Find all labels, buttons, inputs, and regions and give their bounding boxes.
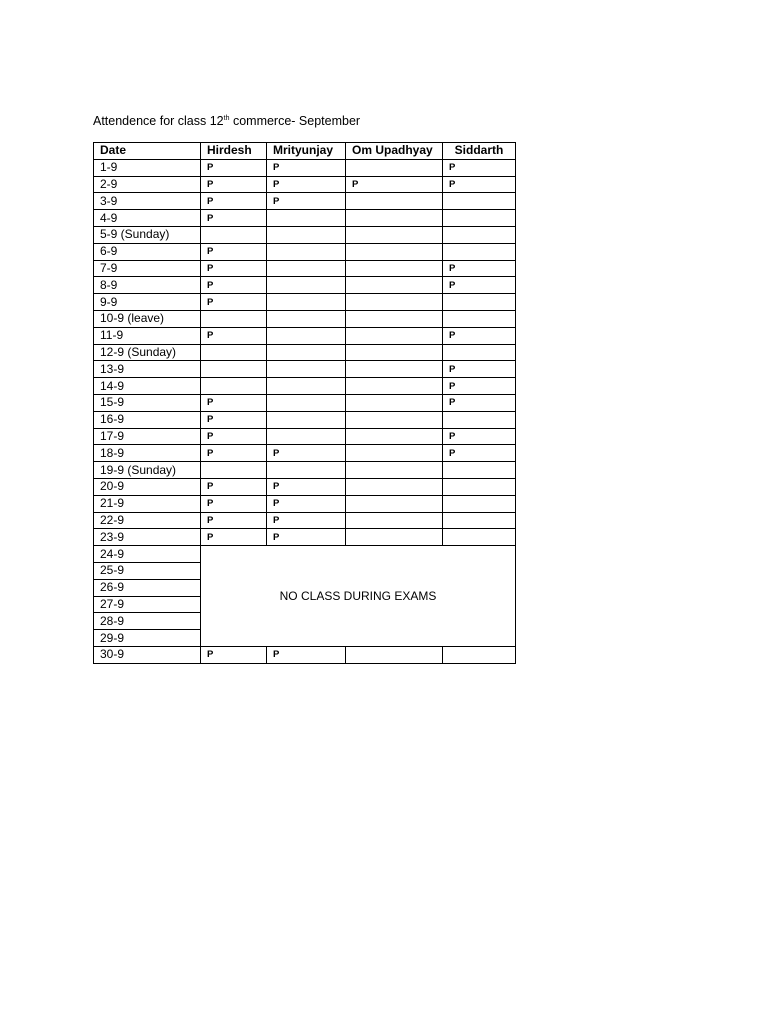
title-suffix: commerce- September [229, 114, 361, 128]
cell-hirdesh: P [201, 495, 267, 512]
cell-date: 28-9 [94, 613, 201, 630]
cell-date: 17-9 [94, 428, 201, 445]
cell-date: 14-9 [94, 378, 201, 395]
cell-om-upadhyay [346, 159, 443, 176]
table-row [94, 646, 516, 663]
cell-siddarth [443, 193, 516, 210]
cell-date: 7-9 [94, 260, 201, 277]
cell-hirdesh: P [201, 394, 267, 411]
cell-hirdesh [201, 310, 267, 327]
table-row [94, 411, 516, 428]
table-row [94, 428, 516, 445]
cell-date: 21-9 [94, 495, 201, 512]
table-row [94, 361, 516, 378]
table-row [94, 294, 516, 311]
cell-om-upadhyay [346, 394, 443, 411]
attendance-body [94, 159, 516, 663]
cell-om-upadhyay [346, 243, 443, 260]
cell-hirdesh: P [201, 243, 267, 260]
cell-mrityunjay: P [267, 193, 346, 210]
cell-siddarth [443, 411, 516, 428]
cell-date: 10-9 (leave) [94, 310, 201, 327]
cell-date: 11-9 [94, 327, 201, 344]
cell-siddarth [443, 529, 516, 546]
cell-om-upadhyay [346, 428, 443, 445]
cell-om-upadhyay [346, 294, 443, 311]
cell-hirdesh: P [201, 260, 267, 277]
cell-mrityunjay [267, 310, 346, 327]
cell-hirdesh: P [201, 193, 267, 210]
cell-mrityunjay: P [267, 512, 346, 529]
table-row [94, 546, 516, 563]
cell-date: 24-9 [94, 546, 201, 563]
cell-mrityunjay [267, 344, 346, 361]
table-row [94, 159, 516, 176]
table-row [94, 462, 516, 479]
cell-hirdesh: P [201, 428, 267, 445]
cell-siddarth [443, 243, 516, 260]
cell-hirdesh: P [201, 176, 267, 193]
cell-date: 20-9 [94, 478, 201, 495]
cell-mrityunjay [267, 226, 346, 243]
cell-mrityunjay: P [267, 159, 346, 176]
cell-date: 12-9 (Sunday) [94, 344, 201, 361]
cell-om-upadhyay [346, 462, 443, 479]
cell-mrityunjay [267, 327, 346, 344]
table-row [94, 445, 516, 462]
cell-siddarth: P [443, 327, 516, 344]
cell-siddarth: P [443, 394, 516, 411]
cell-om-upadhyay [346, 646, 443, 663]
cell-date: 29-9 [94, 630, 201, 647]
cell-siddarth: P [443, 428, 516, 445]
cell-om-upadhyay [346, 378, 443, 395]
cell-hirdesh: P [201, 277, 267, 294]
cell-siddarth: P [443, 260, 516, 277]
cell-om-upadhyay [346, 529, 443, 546]
cell-mrityunjay [267, 210, 346, 227]
cell-siddarth [443, 512, 516, 529]
header-row [94, 143, 516, 160]
cell-siddarth [443, 210, 516, 227]
cell-om-upadhyay: P [346, 176, 443, 193]
cell-date: 6-9 [94, 243, 201, 260]
cell-siddarth [443, 310, 516, 327]
cell-mrityunjay [267, 428, 346, 445]
cell-hirdesh: P [201, 327, 267, 344]
cell-hirdesh [201, 344, 267, 361]
cell-om-upadhyay [346, 478, 443, 495]
cell-siddarth [443, 495, 516, 512]
cell-hirdesh: P [201, 646, 267, 663]
cell-hirdesh [201, 462, 267, 479]
table-row [94, 344, 516, 361]
cell-mrityunjay [267, 260, 346, 277]
cell-hirdesh: P [201, 512, 267, 529]
cell-mrityunjay [267, 277, 346, 294]
cell-date: 16-9 [94, 411, 201, 428]
cell-om-upadhyay [346, 327, 443, 344]
cell-om-upadhyay [346, 277, 443, 294]
cell-date: 1-9 [94, 159, 201, 176]
cell-siddarth: P [443, 445, 516, 462]
table-row [94, 529, 516, 546]
cell-mrityunjay: P [267, 478, 346, 495]
cell-date: 30-9 [94, 646, 201, 663]
cell-om-upadhyay [346, 260, 443, 277]
cell-date: 9-9 [94, 294, 201, 311]
cell-date: 25-9 [94, 562, 201, 579]
cell-date: 13-9 [94, 361, 201, 378]
table-row [94, 243, 516, 260]
cell-siddarth [443, 294, 516, 311]
cell-mrityunjay [267, 243, 346, 260]
cell-om-upadhyay [346, 310, 443, 327]
table-row [94, 210, 516, 227]
cell-om-upadhyay [346, 193, 443, 210]
cell-mrityunjay: P [267, 176, 346, 193]
cell-hirdesh: P [201, 294, 267, 311]
cell-om-upadhyay [346, 411, 443, 428]
cell-date: 19-9 (Sunday) [94, 462, 201, 479]
table-row [94, 260, 516, 277]
document-title [93, 114, 360, 128]
table-row [94, 226, 516, 243]
cell-date: 15-9 [94, 394, 201, 411]
cell-siddarth: P [443, 361, 516, 378]
title-superscript: th [223, 114, 230, 122]
cell-siddarth [443, 226, 516, 243]
cell-mrityunjay [267, 462, 346, 479]
attendance-table [93, 142, 516, 664]
cell-hirdesh: P [201, 411, 267, 428]
cell-hirdesh: P [201, 210, 267, 227]
cell-date: 26-9 [94, 579, 201, 596]
cell-date: 22-9 [94, 512, 201, 529]
cell-hirdesh: P [201, 159, 267, 176]
cell-siddarth [443, 344, 516, 361]
cell-hirdesh: P [201, 445, 267, 462]
cell-om-upadhyay [346, 210, 443, 227]
header-om-upadhyay: Om Upadhyay [346, 143, 443, 160]
cell-hirdesh: P [201, 529, 267, 546]
exam-note: NO CLASS DURING EXAMS [201, 546, 516, 647]
table-row [94, 176, 516, 193]
cell-mrityunjay [267, 294, 346, 311]
cell-date: 18-9 [94, 445, 201, 462]
cell-mrityunjay [267, 411, 346, 428]
table-row [94, 310, 516, 327]
cell-mrityunjay: P [267, 495, 346, 512]
table-row [94, 512, 516, 529]
cell-mrityunjay: P [267, 445, 346, 462]
cell-date: 4-9 [94, 210, 201, 227]
cell-siddarth [443, 646, 516, 663]
cell-mrityunjay: P [267, 529, 346, 546]
cell-siddarth [443, 478, 516, 495]
header-hirdesh: Hirdesh [201, 143, 267, 160]
table-row [94, 495, 516, 512]
header-date: Date [94, 143, 201, 160]
table-row [94, 193, 516, 210]
cell-mrityunjay [267, 378, 346, 395]
header-siddarth: Siddarth [443, 143, 516, 160]
cell-siddarth: P [443, 159, 516, 176]
cell-siddarth: P [443, 277, 516, 294]
cell-hirdesh: P [201, 478, 267, 495]
cell-date: 3-9 [94, 193, 201, 210]
cell-om-upadhyay [346, 361, 443, 378]
table-row [94, 478, 516, 495]
title-text: Attendence for class 12 [93, 114, 224, 128]
cell-hirdesh [201, 226, 267, 243]
cell-om-upadhyay [346, 512, 443, 529]
cell-om-upadhyay [346, 445, 443, 462]
table-row [94, 327, 516, 344]
cell-siddarth: P [443, 176, 516, 193]
header-mrityunjay: Mrityunjay [267, 143, 346, 160]
cell-date: 23-9 [94, 529, 201, 546]
cell-hirdesh [201, 361, 267, 378]
cell-date: 5-9 (Sunday) [94, 226, 201, 243]
cell-date: 27-9 [94, 596, 201, 613]
cell-date: 8-9 [94, 277, 201, 294]
cell-siddarth [443, 462, 516, 479]
cell-om-upadhyay [346, 495, 443, 512]
cell-om-upadhyay [346, 344, 443, 361]
cell-date: 2-9 [94, 176, 201, 193]
cell-hirdesh [201, 378, 267, 395]
table-row [94, 277, 516, 294]
cell-mrityunjay [267, 394, 346, 411]
cell-mrityunjay [267, 361, 346, 378]
cell-mrityunjay: P [267, 646, 346, 663]
table-row [94, 394, 516, 411]
cell-om-upadhyay [346, 226, 443, 243]
table-row [94, 378, 516, 395]
cell-siddarth: P [443, 378, 516, 395]
